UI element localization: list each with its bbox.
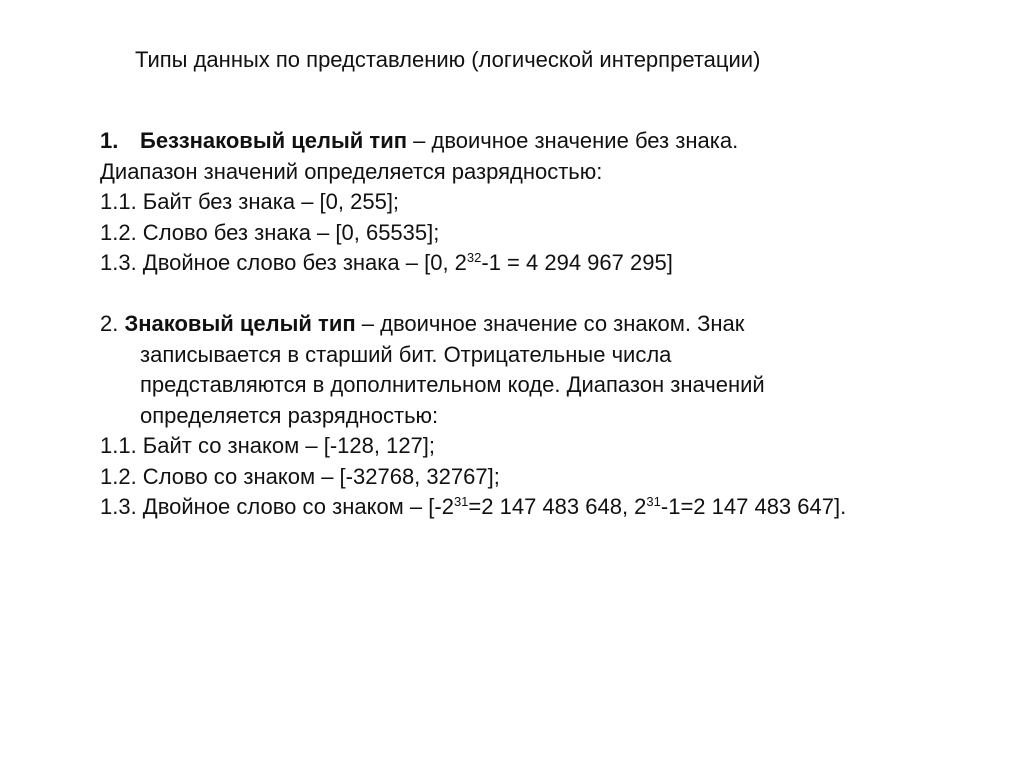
unsigned-range-intro: Диапазон значений определяется разрядностью: xyxy=(100,158,603,184)
signed-desc-line: представляются в дополнительном коде. Диапазон значений xyxy=(140,372,765,397)
signed-dword-mid: =2 147 483 648, 2 xyxy=(468,494,647,519)
unsigned-dword-prefix: 1.3. Двойное слово без знака – [0, 2 xyxy=(100,250,467,275)
signed-number: 2. xyxy=(100,311,125,336)
signed-definition: – двоичное значение со знаком. Знак xyxy=(355,311,745,336)
unsigned-term: Беззнаковый целый тип xyxy=(140,128,408,153)
slide-content xyxy=(100,126,846,523)
signed-word-item: 1.2. Слово со знаком – [-32768, 32767]; xyxy=(100,463,500,489)
unsigned-dword-suffix: -1 = 4 294 967 295] xyxy=(481,250,673,275)
signed-dword-item xyxy=(100,492,846,523)
unsigned-dword-exponent: 32 xyxy=(466,250,482,265)
signed-heading xyxy=(100,309,846,340)
signed-dword-prefix: 1.3. Двойное слово со знаком – [-2 xyxy=(100,494,454,519)
unsigned-word-item: 1.2. Слово без знака – [0, 65535]; xyxy=(100,219,440,245)
signed-dword-exponent-2: 31 xyxy=(646,494,661,509)
unsigned-heading xyxy=(100,126,846,157)
unsigned-number: 1. xyxy=(100,128,119,153)
section-spacer xyxy=(100,279,846,310)
signed-desc-line: записывается в старший бит. Отрицательные числа xyxy=(140,341,672,367)
signed-dword-exponent-1: 31 xyxy=(453,494,469,509)
slide-title: Типы данных по представлению (логической интерпретации) xyxy=(135,47,761,72)
signed-desc-line: определяется разрядностью: xyxy=(140,402,439,428)
unsigned-definition: – двоичное значение без знака. xyxy=(407,128,739,153)
unsigned-dword-item xyxy=(100,248,846,279)
signed-byte-item: 1.1. Байт со знаком – [-128, 127]; xyxy=(100,433,436,458)
unsigned-byte-item: 1.1. Байт без знака – [0, 255]; xyxy=(100,189,400,214)
signed-term: Знаковый целый тип xyxy=(124,311,356,336)
signed-dword-suffix: -1=2 147 483 647]. xyxy=(660,494,847,519)
